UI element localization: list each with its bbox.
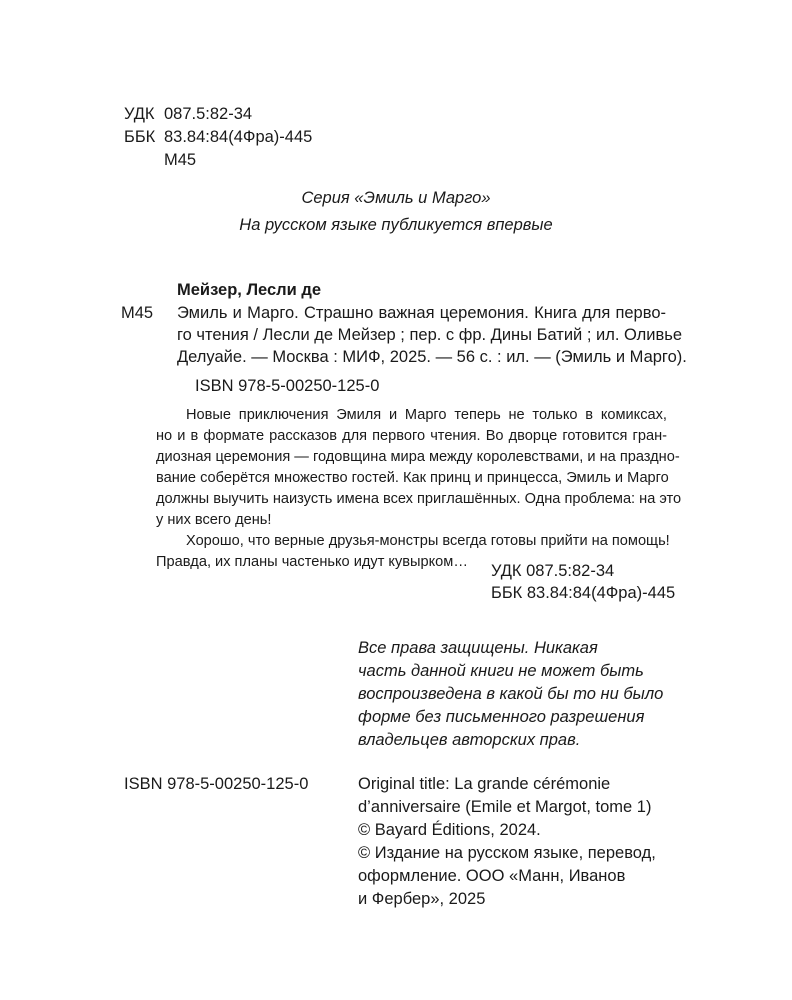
description-line: Делуайе. — Москва : МИФ, 2025. — 56 с. : ил. — (Эмиль и Марго).: [177, 348, 687, 366]
annotation-line: но и в формате рассказов для первого чтения. Во дворце готовится гран-: [156, 428, 667, 444]
annotation-line: Новые приключения Эмиля и Марго теперь не только в комиксах,: [186, 407, 667, 423]
copyright-line: и Фербер», 2025: [358, 890, 486, 908]
rights-line: Все права защищены. Никакая: [358, 639, 598, 657]
rights-line: форме без письменного разрешения: [358, 708, 645, 726]
annotation: [156, 405, 682, 573]
udk-row: [124, 103, 312, 126]
annotation-line: должны выучить наизусть имена всех приглашённых. Одна проблема: на это: [156, 491, 682, 507]
bbk-row: [124, 126, 312, 149]
rights-notice: [358, 637, 663, 752]
annotation-line: Правда, их планы частенько идут кувырком…: [156, 554, 468, 570]
rights-line: часть данной книги не может быть: [358, 662, 644, 680]
annotation-line: вание соберётся множество гостей. Как принц и принцесса, Эмиль и Марго: [156, 470, 669, 486]
description-line: го чтения / Лесли де Мейзер ; пер. с фр. Дины Батий ; ил. Оливье: [177, 326, 683, 344]
bbk-label: ББК: [124, 128, 156, 146]
rights-line: воспроизведена в какой бы то ни было: [358, 685, 664, 703]
bbk-value: 83.84:84(4Фра)-445: [164, 128, 313, 146]
series-title: Серия «Эмиль и Марго»: [301, 189, 491, 207]
annotation-line: диозная церемония — годовщина мира между королевствами, и на праздно-: [156, 449, 680, 465]
udk-repeat: УДК 087.5:82-34: [491, 562, 615, 580]
annotation-line: у них всего день!: [156, 512, 272, 528]
classification-codes-repeat: [491, 560, 675, 604]
copyright-line: Original title: La grande cérémonie: [358, 775, 611, 793]
footer-isbn: ISBN 978-5-00250-125-0: [124, 775, 309, 793]
copyright-line: оформление. ООО «Манн, Иванов: [358, 867, 626, 885]
author-heading: Мейзер, Лесли де: [177, 281, 322, 299]
author-mark-row: [124, 149, 312, 172]
author-mark: М45: [164, 151, 197, 169]
bibliographic-description: [177, 302, 687, 368]
copyright-line: d’anniversaire (Emile et Margot, tome 1): [358, 798, 652, 816]
description-line: Эмиль и Марго. Страшно важная церемония. Книга для перво-: [177, 304, 666, 322]
record-isbn: ISBN 978-5-00250-125-0: [195, 377, 380, 395]
copyright-line: © Bayard Éditions, 2024.: [358, 821, 541, 839]
udk-label: УДК: [124, 105, 155, 123]
annotation-line: Хорошо, что верные друзья-монстры всегда готовы прийти на помощь!: [186, 533, 670, 549]
rights-line: владельцев авторских прав.: [358, 731, 581, 749]
first-publication-note: На русском языке публикуется впервые: [239, 216, 553, 234]
classification-codes: [124, 103, 312, 172]
copyright-line: © Издание на русском языке, перевод,: [358, 844, 656, 862]
udk-value: 087.5:82-34: [164, 105, 253, 123]
bbk-repeat: ББК 83.84:84(4Фра)-445: [491, 584, 676, 602]
copyright-block: [358, 773, 656, 911]
record-author-mark: М45: [121, 304, 154, 322]
